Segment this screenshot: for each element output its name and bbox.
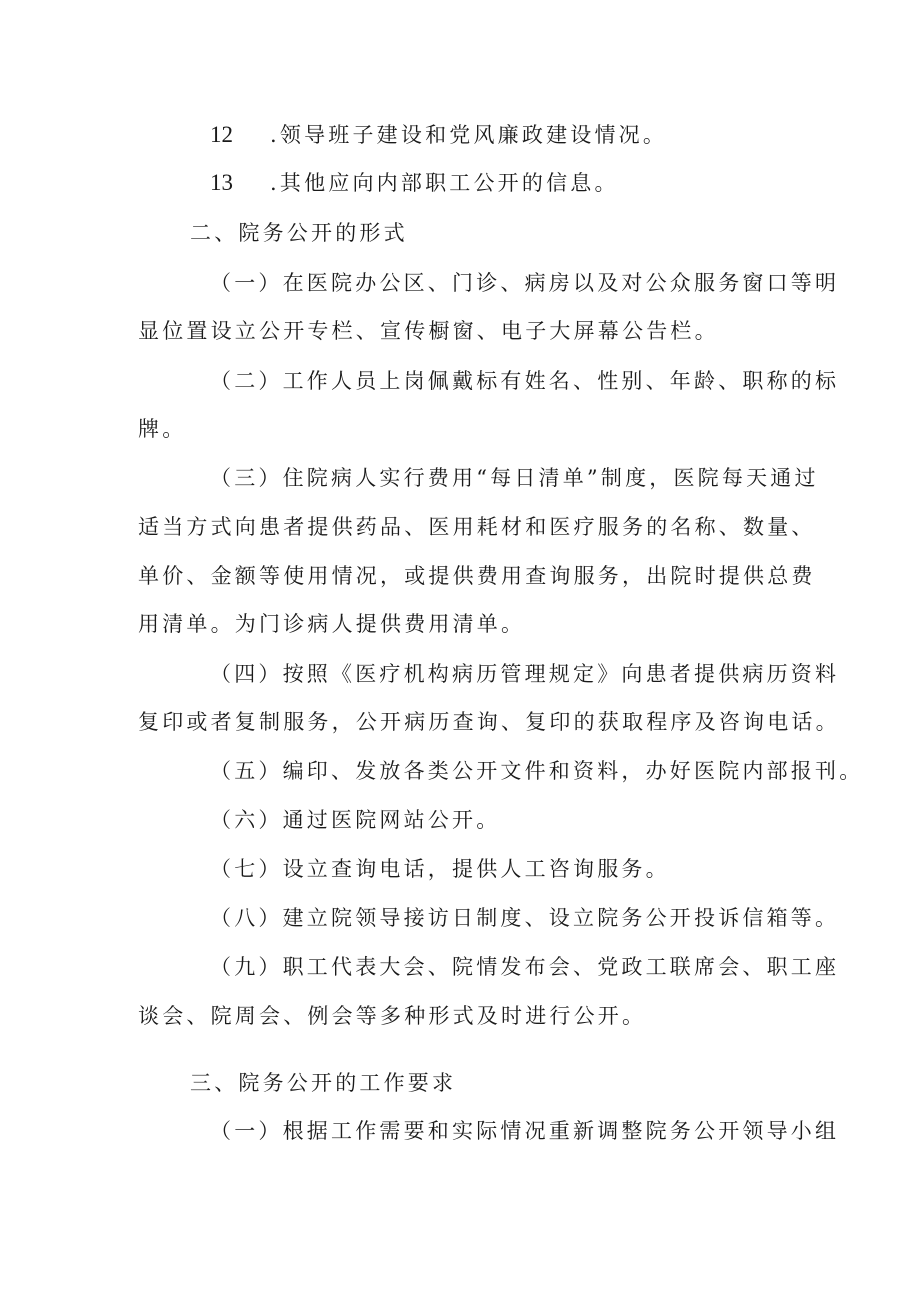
paragraph-line: 用清单。为门诊病人提供费用清单。 — [138, 612, 526, 636]
paragraph-line: （七）设立查询电话，提供人工咨询服务。 — [210, 857, 670, 881]
paragraph-line: 牌。 — [138, 417, 187, 441]
paragraph-line: （四）按照《医疗机构病历管理规定》向患者提供病历资料 — [210, 662, 840, 686]
paragraph-line: 显位置设立公开专栏、宣传橱窗、电子大屏幕公告栏。 — [138, 319, 719, 343]
paragraph-line: 单价、金额等使用情况，或提供费用查询服务，出院时提供总费 — [138, 564, 816, 588]
paragraph-line: （一）在医院办公区、门诊、病房以及对公众服务窗口等明 — [210, 271, 840, 295]
paragraph-line: （五）编印、发放各类公开文件和资料，办好医院内部报刊。 — [210, 759, 864, 783]
paragraph-line: （八）建立院领导接访日制度、设立院务公开投诉信箱等。 — [210, 906, 840, 930]
paragraph-line: 适当方式向患者提供药品、医用耗材和医疗服务的名称、数量、 — [138, 515, 816, 539]
paragraph-line: （六）通过医院网站公开。 — [210, 808, 501, 832]
list-item-12 — [210, 120, 667, 150]
item-number: 12 — [210, 122, 233, 147]
paragraph-line: 复印或者复制服务，公开病历查询、复印的获取程序及咨询电话。 — [138, 710, 840, 734]
paragraph-line: （一）根据工作需要和实际情况重新调整院务公开领导小组 — [210, 1119, 840, 1143]
paragraph-line: （二）工作人员上岗佩戴标有姓名、性别、年龄、职称的标 — [210, 369, 840, 393]
section-heading-3: 三、院务公开的工作要求 — [190, 1071, 457, 1095]
paragraph-line: （九）职工代表大会、院情发布会、党政工联席会、职工座 — [210, 955, 840, 979]
paragraph-line: 谈会、院周会、例会等多种形式及时进行公开。 — [138, 1004, 647, 1028]
list-item-13 — [210, 168, 619, 198]
section-heading-2: 二、院务公开的形式 — [190, 221, 408, 245]
item-text: .领导班子建设和党风廉政建设情况。 — [270, 123, 668, 147]
item-text: .其他应向内部职工公开的信息。 — [270, 171, 619, 195]
paragraph-line: （三）住院病人实行费用“每日清单”制度，医院每天通过 — [210, 466, 819, 490]
item-number: 13 — [210, 170, 233, 195]
